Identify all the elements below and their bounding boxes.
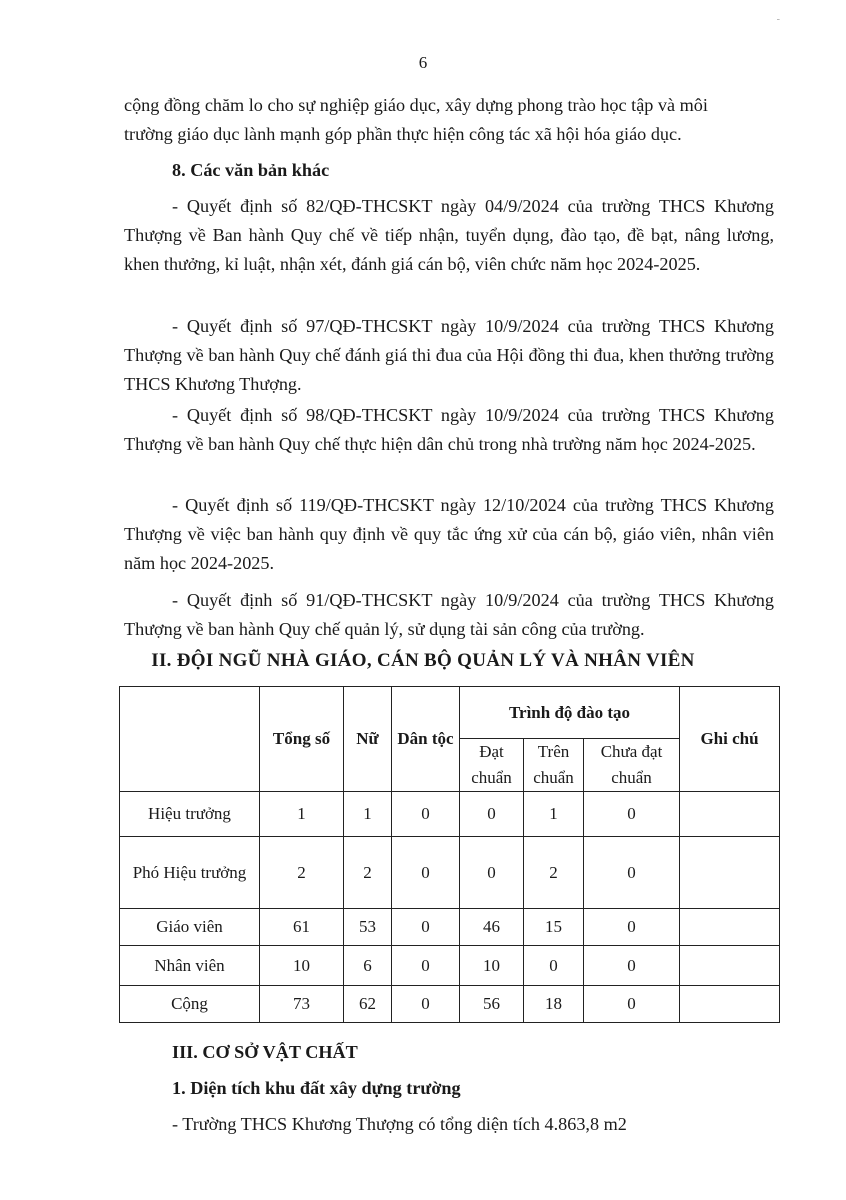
row-label: Cộng xyxy=(120,986,260,1023)
area-line: - Trường THCS Khương Thượng có tổng diện tích 4.863,8 m2 xyxy=(172,1114,627,1134)
header-notes: Ghi chú xyxy=(680,687,780,792)
cell-standard: 46 xyxy=(460,909,524,946)
cell-above: 15 xyxy=(524,909,584,946)
page-number: 6 xyxy=(418,53,428,72)
decision-119: - Quyết định số 119/QĐ-THCSKT ngày 12/10/2024 của trường THCS Khương Thượng về việc ban hành quy định về quy tắc ứng xử của cán bộ, giáo viên, nhân viên năm học 2024-2025. xyxy=(124,495,774,573)
cell-ethnic: 0 xyxy=(392,986,460,1023)
section-2-title: II. ĐỘI NGŨ NHÀ GIÁO, CÁN BỘ QUẢN LÝ VÀ NHÂN VIÊN xyxy=(151,650,695,671)
cell-above: 1 xyxy=(524,792,584,837)
header-ethnic: Dân tộc xyxy=(392,687,460,792)
cell-notes xyxy=(680,946,780,986)
header-standard: Đạt chuẩn xyxy=(460,739,524,792)
cell-female: 2 xyxy=(344,837,392,909)
cell-above: 18 xyxy=(524,986,584,1023)
row-label: Hiệu trưởng xyxy=(120,792,260,837)
heading-other-documents: 8. Các văn bản khác xyxy=(172,160,330,180)
cell-ethnic: 0 xyxy=(392,909,460,946)
row-label: Giáo viên xyxy=(120,909,260,946)
cell-below: 0 xyxy=(584,986,680,1023)
staff-table xyxy=(119,686,780,1023)
header-below-standard: Chưa đạt chuẩn xyxy=(584,739,680,792)
table-row xyxy=(120,792,780,837)
cell-below: 0 xyxy=(584,792,680,837)
cell-total: 10 xyxy=(260,946,344,986)
cell-total: 2 xyxy=(260,837,344,909)
table-row xyxy=(120,909,780,946)
cell-standard: 10 xyxy=(460,946,524,986)
cell-below: 0 xyxy=(584,909,680,946)
table-row xyxy=(120,837,780,909)
section-3-title: III. CƠ SỞ VẬT CHẤT xyxy=(172,1042,358,1062)
cell-total: 61 xyxy=(260,909,344,946)
cell-above: 2 xyxy=(524,837,584,909)
cell-female: 1 xyxy=(344,792,392,837)
decision-97: - Quyết định số 97/QĐ-THCSKT ngày 10/9/2024 của trường THCS Khương Thượng về ban hành Quy chế đánh giá thi đua của Hội đồng thi đua, khen thưởng trường THCS Khương Thượng. xyxy=(124,316,774,394)
row-label: Nhân viên xyxy=(120,946,260,986)
decision-91: - Quyết định số 91/QĐ-THCSKT ngày 10/9/2024 của trường THCS Khương Thượng về ban hành Quy chế quản lý, sử dụng tài sản công của trường. xyxy=(124,590,774,639)
cell-notes xyxy=(680,837,780,909)
header-above-standard: Trên chuẩn xyxy=(524,739,584,792)
intro-paragraph xyxy=(124,91,774,149)
header-total: Tổng số xyxy=(260,687,344,792)
table-row-total xyxy=(120,986,780,1023)
decision-98: - Quyết định số 98/QĐ-THCSKT ngày 10/9/2024 của trường THCS Khương Thượng về ban hành Quy chế thực hiện dân chủ trong nhà trường năm học 2024-2025. xyxy=(124,405,774,454)
cell-standard: 0 xyxy=(460,837,524,909)
cell-total: 73 xyxy=(260,986,344,1023)
cell-notes xyxy=(680,986,780,1023)
table-row xyxy=(120,946,780,986)
cell-notes xyxy=(680,792,780,837)
heading-land-area: 1. Diện tích khu đất xây dựng trường xyxy=(172,1078,461,1098)
cell-total: 1 xyxy=(260,792,344,837)
row-label: Phó Hiệu trưởng xyxy=(120,837,260,909)
cell-female: 62 xyxy=(344,986,392,1023)
header-training-level: Trình độ đào tạo xyxy=(460,687,680,739)
cell-ethnic: 0 xyxy=(392,946,460,986)
table-header-row-1 xyxy=(120,687,780,739)
cell-female: 6 xyxy=(344,946,392,986)
cell-notes xyxy=(680,909,780,946)
intro-line-2: trường giáo dục lành mạnh góp phần thực hiện công tác xã hội hóa giáo dục. xyxy=(124,124,682,144)
cell-ethnic: 0 xyxy=(392,792,460,837)
intro-line-1: cộng đồng chăm lo cho sự nghiệp giáo dục, xây dựng phong trào học tập và môi xyxy=(124,95,708,115)
cell-below: 0 xyxy=(584,946,680,986)
cell-below: 0 xyxy=(584,837,680,909)
decision-82: - Quyết định số 82/QĐ-THCSKT ngày 04/9/2024 của trường THCS Khương Thượng về Ban hành Quy chế về tiếp nhận, tuyển dụng, đào tạo, đề bạt, nâng lương, khen thưởng, kỉ luật, nhận xét, đánh giá cán bộ, viên chức năm học 2024-2025. xyxy=(124,196,774,274)
header-female: Nữ xyxy=(344,687,392,792)
cell-above: 0 xyxy=(524,946,584,986)
corner-mark: - xyxy=(776,14,780,25)
cell-standard: 0 xyxy=(460,792,524,837)
cell-female: 53 xyxy=(344,909,392,946)
cell-ethnic: 0 xyxy=(392,837,460,909)
cell-standard: 56 xyxy=(460,986,524,1023)
header-empty-cell xyxy=(120,687,260,792)
